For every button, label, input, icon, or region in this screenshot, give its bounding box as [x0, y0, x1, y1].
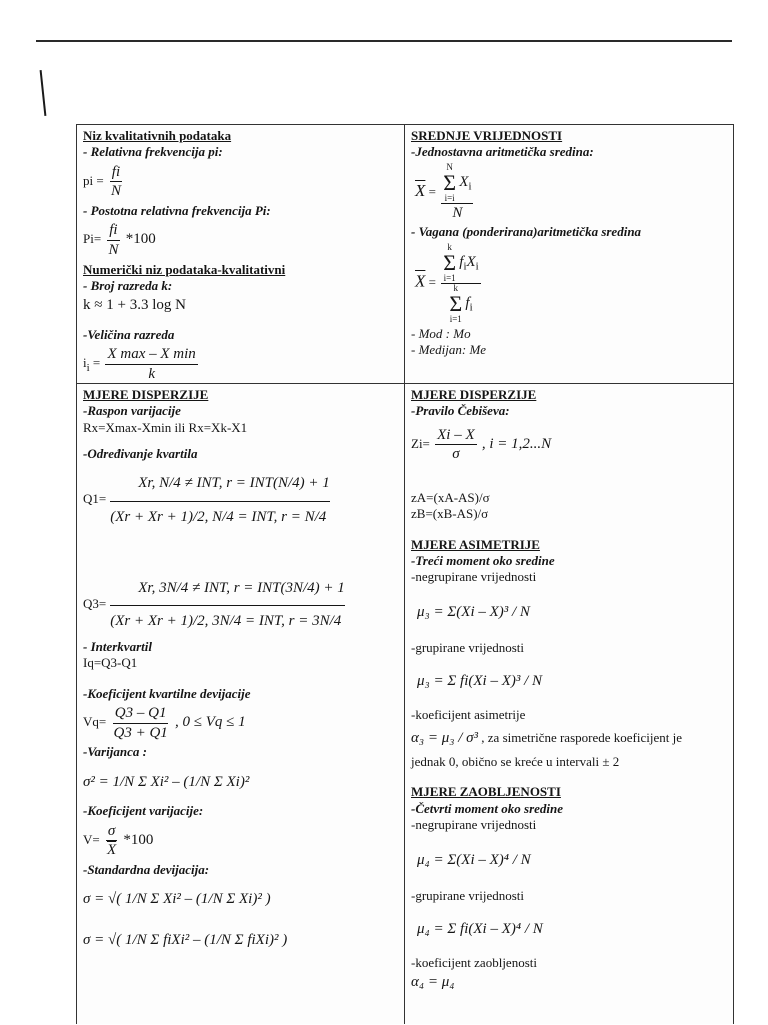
- heading-mean-values: SREDNJE VRIJEDNOSTI: [411, 128, 563, 143]
- label-median: - Medijan: Me: [411, 341, 487, 357]
- formula-variance: σ² = 1/N Σ Xi² – (1/N Σ Xi)²: [83, 773, 250, 790]
- cell-dispersion-right: [405, 384, 735, 1025]
- heading-asymmetry: MJERE ASIMETRIJE: [411, 536, 540, 552]
- label-fourth-moment: -Četvrti moment oko sredine: [411, 800, 564, 816]
- formula-alpha4: α₄ = μ₄: [411, 974, 455, 990]
- label-ungrouped: -negrupirane vrijednosti: [411, 569, 537, 584]
- denominator: N: [452, 204, 463, 221]
- numerator: X max – X min: [105, 345, 197, 365]
- formula-lhs: $\overline{X}$: [415, 180, 426, 200]
- heading-qualitative: Niz kvalitativnih podataka: [83, 128, 232, 143]
- formula-tail: *100: [123, 831, 154, 848]
- sigma: k Σ i=1: [443, 241, 457, 283]
- formula-simple-mean: $\overline{X}$ = N Σ i=i $X_i$ N: [415, 161, 472, 221]
- numerator: fi: [107, 221, 119, 241]
- formula-lhs: Q3=: [83, 595, 107, 611]
- case-row: Xr, N/4 ≠ INT, r = INT(N/4) + 1: [110, 466, 330, 502]
- fraction: [105, 822, 118, 861]
- label-class-width: -Veličina razreda: [83, 327, 175, 342]
- formula-sd-ungrouped: σ = √( 1/N Σ Xi² – (1/N Σ Xi)² ): [83, 891, 271, 908]
- label-weighted-mean: - Vagana (ponderirana)aritmetička sredina: [411, 224, 642, 240]
- label-range: -Raspon varijacije: [83, 403, 181, 419]
- cell-qualitative-data: [77, 125, 404, 383]
- sigma: N Σ i=i: [443, 161, 457, 203]
- sigma-upper: k: [453, 282, 458, 293]
- formula-quartile-deviation: [83, 704, 398, 743]
- label-variance: -Varijanca :: [83, 744, 147, 760]
- fraction: [441, 243, 480, 324]
- label-interquartile: - Interkvartil: [83, 639, 152, 654]
- denominator: N: [108, 242, 119, 258]
- formula-lhs: Pi=: [83, 231, 102, 247]
- formula-weighted-mean: $\overline{X}$ = k Σ i=1 $f_iX_i$ k Σ i=1 $f_i$: [415, 241, 479, 324]
- formula-lhs: V=: [83, 831, 100, 847]
- subscript: i: [86, 362, 90, 375]
- case-row: Xr, 3N/4 ≠ INT, r = INT(3N/4) + 1: [110, 571, 345, 607]
- formula-lhs: $\overline{X}$: [415, 270, 426, 290]
- label-grouped: -grupirane vrijednosti: [411, 640, 524, 655]
- numerator: [441, 163, 473, 204]
- formula-table: [76, 124, 734, 1024]
- formula-lhs: pi =: [83, 172, 104, 188]
- heading-dispersion-right: MJERE DISPERZIJE: [411, 387, 537, 402]
- formula-q3: [83, 571, 398, 638]
- formula-range: Rx=Xmax-Xmin ili Rx=Xk-X1: [83, 419, 248, 435]
- formula-lhs: Q1=: [83, 491, 107, 507]
- case-row: (Xr + Xr + 1)/2, 3N/4 = INT, r = 3N/4: [110, 613, 342, 630]
- term: X: [466, 253, 476, 270]
- numerator: Xi – X: [435, 426, 477, 446]
- margin-pen-mark: [40, 70, 47, 116]
- formula-alpha3: [411, 729, 729, 748]
- sigma-lower: i=1: [449, 313, 462, 324]
- denominator: N: [110, 183, 121, 200]
- label-chebyshev: -Pravilo Čebiševa:: [411, 403, 510, 419]
- formula-tail: , i = 1,2...N: [481, 435, 552, 452]
- formula-tail: , za simetrične rasporede koeficijent je: [481, 730, 682, 746]
- formula-lhs: Vq=: [83, 713, 107, 729]
- fraction: [111, 704, 169, 743]
- formula-lhs: Zi=: [411, 435, 430, 451]
- label-third-moment: -Treći moment oko sredine: [411, 552, 555, 568]
- fraction: [105, 345, 197, 384]
- label-variation-coefficient: -Koeficijent varijacije:: [83, 803, 204, 819]
- fraction: [441, 163, 473, 223]
- formula-mu3-ungrouped: μ₃ = Σ(Xi – X)³ / N: [417, 604, 530, 621]
- formula-tail: *100: [125, 231, 156, 248]
- denominator: σ: [452, 446, 460, 463]
- heading-kurtosis: MJERE ZAOBLJENOSTI: [411, 784, 561, 800]
- formula-mu4-grouped: μ₄ = Σ fi(Xi – X)⁴ / N: [417, 921, 543, 937]
- formula-za: zA=(xA-AS)/σ: [411, 490, 490, 505]
- fraction: [435, 426, 477, 465]
- heading-numeric: Numerički niz podataka-kvalitativni: [83, 261, 286, 277]
- denominator: k: [148, 366, 155, 382]
- term: f: [459, 253, 464, 270]
- formula-mu3-grouped: μ₃ = Σ fi(Xi – X)³ / N: [417, 673, 543, 690]
- numerator: σ: [106, 822, 117, 842]
- fraction: [109, 163, 123, 202]
- sigma-lower: i=1: [443, 272, 456, 283]
- term: f: [465, 294, 470, 311]
- heading-dispersion: MJERE DISPERZIJE: [83, 387, 209, 402]
- label-percent-frequency: - Postotna relativna frekvencija Pi:: [83, 203, 271, 218]
- fraction: [106, 221, 120, 260]
- denominator: X: [106, 842, 117, 859]
- formula-chebyshev: [411, 426, 729, 465]
- formula-zb: zB=(xB-AS)/σ: [411, 506, 489, 522]
- top-rule: [36, 40, 732, 42]
- label-quartiles: -Određivanje kvartila: [83, 445, 198, 461]
- formula-lhs: α₃ = μ₃ / σ³: [411, 730, 479, 747]
- formula-lhs: i: [83, 355, 87, 371]
- piecewise: [110, 466, 330, 533]
- label-asymmetry-coefficient: -koeficijent asimetrije: [411, 707, 526, 722]
- cell-mean-values: [405, 125, 735, 383]
- sigma-upper: N: [446, 161, 453, 172]
- subscript: i: [475, 260, 479, 273]
- subscript: i: [463, 260, 467, 273]
- label-class-count: - Broj razreda k:: [83, 278, 173, 293]
- cell-dispersion-left: [77, 384, 404, 1025]
- formula-tail: , 0 ≤ Vq ≤ 1: [175, 713, 246, 730]
- label-relative-frequency: - Relativna frekvencija pi:: [83, 144, 223, 160]
- denominator: Q3 + Q1: [113, 724, 168, 741]
- formula-class-count: k ≈ 1 + 3.3 log N: [83, 297, 186, 314]
- formula-relative-frequency: [83, 163, 398, 202]
- formula-class-width: $i_i$ = $\frac{\text{X max – X min}}{k}$: [83, 346, 196, 382]
- case-row: (Xr + Xr + 1)/2, N/4 = INT, r = N/4: [110, 508, 327, 525]
- numerator: [441, 243, 480, 284]
- subscript: i: [469, 301, 473, 314]
- label-quartile-deviation: -Koeficijent kvartilne devijacije: [83, 685, 251, 701]
- label-grouped: -grupirane vrijednosti: [411, 887, 524, 903]
- term: X: [459, 173, 469, 190]
- sigma-lower: i=i: [444, 192, 455, 203]
- numerator: fi: [110, 163, 122, 183]
- formula-q1: [83, 466, 398, 533]
- formula-sd-grouped: σ = √( 1/N Σ fiXi² – (1/N Σ fiXi)² ): [83, 932, 288, 948]
- asymmetry-note: jednak 0, obično se kreće u intervali ± 2: [411, 754, 620, 769]
- subscript: i: [468, 180, 472, 193]
- numerator: Q3 – Q1: [113, 704, 169, 724]
- formula-variation-coefficient: [83, 822, 398, 861]
- label-standard-deviation: -Standardna devijacija:: [83, 862, 210, 877]
- piecewise: [110, 571, 345, 638]
- label-ungrouped: -negrupirane vrijednosti: [411, 816, 537, 832]
- sigma-upper: k: [447, 241, 452, 252]
- formula-mu4-ungrouped: μ₄ = Σ(Xi – X)⁴ / N: [417, 852, 531, 868]
- label-simple-mean: -Jednostavna aritmetička sredina:: [411, 144, 594, 160]
- formula-interquartile: Iq=Q3-Q1: [83, 655, 138, 671]
- label-kurtosis-coefficient: -koeficijent zaobljenosti: [411, 954, 537, 970]
- sigma: k Σ i=1: [449, 282, 463, 324]
- formula-percent-frequency: [83, 221, 398, 260]
- denominator: [447, 284, 474, 324]
- label-mode: - Mod : Mo: [411, 325, 471, 341]
